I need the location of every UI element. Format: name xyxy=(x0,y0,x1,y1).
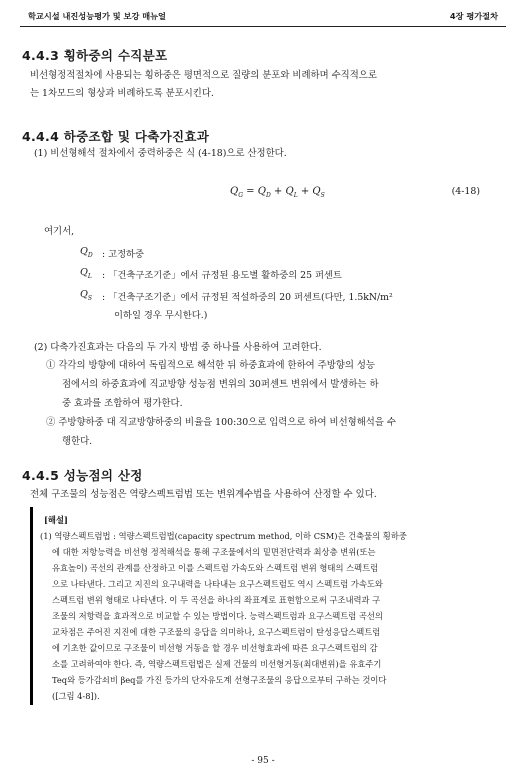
section-4-4-4-title: 4.4.4 하중조합 및 다축가진효과 xyxy=(22,129,210,144)
section-4-4-3-title: 4.4.3 횡하중의 수직분포 xyxy=(22,48,168,63)
list-item: 중 효과를 조합하여 평가한다. xyxy=(62,398,183,409)
where-label: 여기서, xyxy=(44,226,75,237)
list-item: ② 주방향하중 대 직교방향하중의 비율을 100:30으로 입력으로 하여 비선형해석을 수 xyxy=(46,417,396,428)
definition-qs-line1: : 「건축구조기준」에서 규정된 적설하중의 20 퍼센트(다만, 1.5kN/m² xyxy=(102,292,393,303)
paragraph-line: 비선형정적절차에 사용되는 횡하중은 평면적으로 질량의 분포와 비례하며 수직적으로 xyxy=(30,70,377,81)
commentary-line: 에 기초한 값이므로 구조물이 비선형 거동을 할 경우 비선형효과에 따른 요구스펙트럼의 감 xyxy=(52,643,378,653)
commentary-line: 소를 고려하여야 한다. 즉, 역량스펙트럼법은 실제 건물의 비선형거동(최대변위)을 유효주기 xyxy=(52,659,382,669)
commentary-line: 교차점은 주어진 지진에 대한 구조물의 응답을 의미하나, 요구스펙트럼이 탄성응답스펙트럼 xyxy=(52,627,381,637)
list-item: ① 각각의 방향에 대하여 독립적으로 해석한 뒤 하중효과에 한하여 주방향의 성능 xyxy=(46,360,375,371)
paragraph-line: 는 1차모드의 형상과 비례하도록 분포시킨다. xyxy=(30,88,214,99)
paragraph-line: (2) 다축가진효과는 다음의 두 가지 방법 중 하나를 사용하여 고려한다. xyxy=(34,342,322,353)
running-header xyxy=(20,8,506,22)
commentary-line: Teq와 등가감쇠비 βeq를 가진 등가의 단자유도계 선형구조물의 응답으로부터 구하는 것이다 xyxy=(52,675,387,685)
equation-number: (4-18) xyxy=(451,186,480,197)
definition-qs-line2: 이하일 경우 무시한다.) xyxy=(114,310,208,321)
commentary-line: 조물의 저항력을 효과적으로 비교할 수 있는 방법이다. 능력스펙트럼과 요구스펙트럼 곡선의 xyxy=(52,611,383,621)
commentary-line: 유효높이) 곡선의 관계를 산정하고 이를 스펙트럼 가속도와 스펙트럼 변위 형태의 스펙트럼 xyxy=(52,563,379,573)
commentary-line: ([그림 4-8]). xyxy=(52,691,100,701)
equation-4-18: $Q_G = Q_D + Q_L + Q_S$ xyxy=(230,186,325,199)
header-rule xyxy=(20,26,506,27)
commentary-line: (1) 역량스펙트럼법 : 역량스펙트럼법(capacity spectrum method, 이하 CSM)은 건축물의 횡하중 xyxy=(40,531,407,541)
symbol-qd: $Q_D$ xyxy=(80,246,93,259)
paragraph-line: (1) 비선형해석 절차에서 중력하중은 식 (4-18)으로 산정한다. xyxy=(34,148,287,159)
header-title: 학교시설 내진성능평가 및 보강 매뉴얼 xyxy=(28,11,166,21)
paragraph-line: 전체 구조물의 성능점은 역량스펙트럼법 또는 변위계수법을 사용하여 산정할 수 있다. xyxy=(30,489,377,500)
definition-qd: : 고정하중 xyxy=(102,249,145,260)
header-chapter: 4장 평가절차 xyxy=(449,11,498,21)
page-number: - 95 - xyxy=(251,756,275,766)
section-4-4-5-title: 4.4.5 성능점의 산정 xyxy=(22,468,143,483)
list-item: 점에서의 하중효과에 직교방향 성능점 변위의 30퍼센트 변위에서 발생하는 하 xyxy=(62,379,379,390)
commentary-bar xyxy=(30,507,33,705)
symbol-ql: $Q_L$ xyxy=(80,267,92,280)
list-item: 행한다. xyxy=(62,436,93,447)
definition-ql: : 「건축구조기준」에서 규정된 용도별 활하중의 25 퍼센트 xyxy=(102,270,342,281)
commentary-line: 스펙트럼 변위 형태로 나타낸다. 이 두 곡선을 하나의 좌표계로 표현함으로써 구조내력과 구 xyxy=(52,595,381,605)
commentary-label: [해설] xyxy=(44,515,68,525)
commentary-line: 에 대한 저항능력을 비선형 정적해석을 통해 구조물에서의 밑면전단력과 최상층 변위(또는 xyxy=(52,547,376,557)
symbol-qs: $Q_S$ xyxy=(80,289,92,302)
commentary-line: 으로 나타낸다. 그리고 지진의 요구내력을 나타내는 요구스펙트럼도 역시 스펙트럼 가속도와 xyxy=(52,579,383,589)
